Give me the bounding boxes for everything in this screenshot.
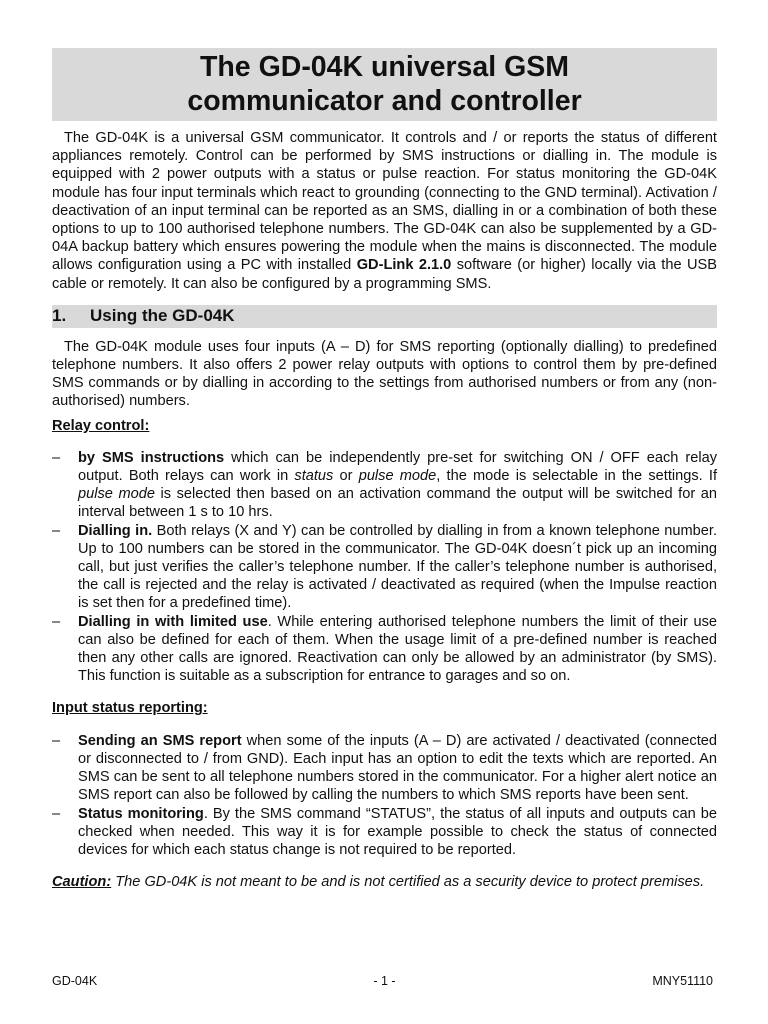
list-dash: – bbox=[52, 522, 61, 539]
item-italic: pulse mode bbox=[358, 468, 437, 485]
item-italic: status bbox=[294, 468, 334, 485]
intro-text-a: The GD-04K is a universal GSM communicator. It controls and / or reports the status of different appliances remotely. Control can be performed by SMS instructions or dialling in. The module is equipped with 2 power outputs with a status or pulse reaction. For status monitoring the GD-04K module has four input terminals which react to grounding (connecting to the GND terminal). Activation / deactivation of an input terminal can be reported as an SMS, dialling in or a combination of both these options to up to 100 authorised telephone numbers. The GD-04K can also be supplemented by a GD-04A backup battery which ensures powering the module when the mains is disconnected. The module allows configuration using a PC with installed bbox=[52, 130, 717, 274]
intro-software-name: GD-Link 2.1.0 bbox=[356, 257, 452, 274]
item-bold: by SMS instructions bbox=[78, 449, 225, 466]
list-dash: – bbox=[52, 613, 61, 630]
item-text: or bbox=[333, 468, 359, 485]
footer-page-number: - 1 - bbox=[373, 974, 396, 988]
footer-doc-code: MNY51110 bbox=[652, 974, 713, 988]
footer-product: GD-04K bbox=[52, 974, 98, 988]
section-1-heading bbox=[52, 305, 717, 328]
list-dash: – bbox=[52, 805, 61, 822]
list-dash: – bbox=[52, 732, 61, 749]
item-text: is selected then based on an activation command the output will be switched for an interval between 1 s to 10 hrs. bbox=[78, 486, 717, 521]
input-status-heading: Input status reporting: bbox=[52, 700, 208, 717]
list-item bbox=[52, 522, 717, 613]
caution-text: The GD-04K is not meant to be and is not certified as a security device to protect premises. bbox=[111, 874, 705, 891]
list-item bbox=[52, 613, 717, 686]
section-1-number: 1. bbox=[52, 305, 67, 325]
title-line-2: communicator and controller bbox=[187, 85, 582, 117]
section-1-title: Using the GD-04K bbox=[90, 305, 235, 325]
item-text: . By the SMS command “STATUS”, the status of all inputs and outputs can be checked when needed. This way it is for example possible to check the status of connected devices for which each status change is not required to be reported. bbox=[78, 805, 718, 858]
intro-paragraph bbox=[52, 129, 717, 293]
item-text: . While entering authorised telephone numbers the limit of their use can also be defined for each of them. When the usage limit of a pre-defined number is reached then any other calls are ignored. Reactivation can only be allowed by an administrator (by SMS). This function is suitable as a subscription for entrance to garages and so on. bbox=[78, 613, 717, 685]
item-bold: Dialling in with limited use bbox=[78, 613, 268, 630]
item-italic: pulse mode bbox=[78, 486, 155, 503]
item-text: which can be independently pre-set for switching ON / OFF each relay output. Both relays can work in bbox=[78, 449, 717, 485]
list-item bbox=[52, 732, 717, 805]
relay-control-list bbox=[52, 449, 717, 686]
item-text: Both relays (X and Y) can be controlled by dialling in from a known telephone number. Up to 100 numbers can be stored in the communicator. The GD-04K doesn´t pick up an incoming call, but just verifies the caller’s telephone number. If the caller’s telephone number is authorised, the call is rejected and the relay is activated / deactivated as required (when the Impulse reaction is set then for a predefined time). bbox=[78, 522, 717, 612]
input-status-list bbox=[52, 732, 717, 859]
document-page bbox=[52, 48, 717, 891]
list-item bbox=[52, 449, 717, 522]
item-text: when some of the inputs (A – D) are activated / deactivated (connected or disconnected to / from GND). Each input has an option to edit the texts which are reported. An SMS can be sent to all telephone numbers stored in the communicator. For a higher alert notice an SMS report can also be followed by calling the numbers to which SMS reports have been sent. bbox=[78, 732, 717, 804]
item-bold: Sending an SMS report bbox=[78, 732, 242, 749]
section-1-intro: The GD-04K module uses four inputs (A – D) for SMS reporting (optionally dialling) to predefined telephone numbers. It also offers 2 power relay outputs with options to control them by pre-defined SMS commands or by dialling in according to the settings from authorised numbers or from any (non-authorised) numbers. bbox=[52, 338, 717, 410]
list-dash: – bbox=[52, 449, 61, 466]
document-title bbox=[52, 48, 717, 121]
list-item bbox=[52, 805, 717, 860]
title-line-1: The GD-04K universal GSM bbox=[199, 51, 569, 83]
page-footer bbox=[52, 973, 717, 989]
caution-label: Caution: bbox=[52, 874, 112, 891]
relay-control-heading: Relay control: bbox=[52, 417, 150, 434]
item-text: , the mode is selectable in the settings. If bbox=[436, 468, 717, 485]
item-bold: Dialling in. bbox=[78, 522, 153, 539]
caution-note bbox=[52, 873, 717, 891]
intro-text-b: software (or higher) locally via the USB cable or remotely. It can also be configured by a programming SMS. bbox=[52, 257, 717, 292]
item-bold: Status monitoring bbox=[78, 805, 204, 822]
